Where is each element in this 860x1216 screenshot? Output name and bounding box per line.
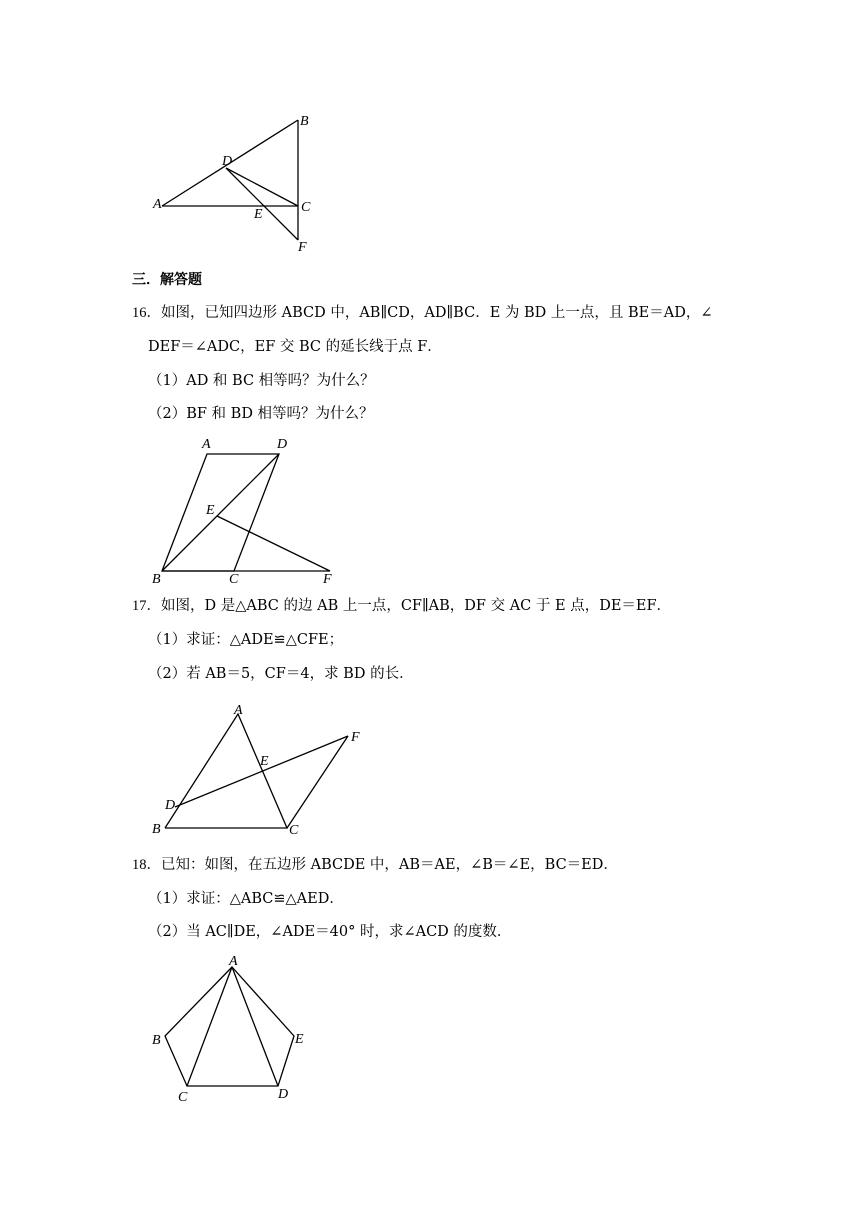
label-C: C bbox=[178, 1090, 188, 1105]
problem-17-line-1 bbox=[132, 596, 671, 616]
label-D: D bbox=[278, 1087, 289, 1102]
label-C: C bbox=[289, 823, 299, 838]
problem-17-question-1: （1）求证：△ADE≌△CFE； bbox=[148, 632, 344, 648]
label-C: C bbox=[301, 200, 311, 215]
problem-18-text-1: 已知：如图，在五边形 ABCDE 中，AB＝AE，∠B＝∠E，BC＝ED． bbox=[161, 857, 618, 873]
label-D: D bbox=[165, 798, 176, 813]
label-A: A bbox=[153, 197, 162, 212]
segment-EF bbox=[217, 516, 330, 571]
label-A: A bbox=[229, 954, 238, 969]
problem-18-question-2: （2）当 AC∥DE，∠ADE＝40° 时，求∠ACD 的度数． bbox=[148, 924, 512, 940]
problem-16-question-1: （1）AD 和 BC 相等吗？为什么？ bbox=[148, 373, 375, 389]
problem-17-text-1: 如图，D 是△ABC 的边 AB 上一点，CF∥AB，DF 交 AC 于 E 点，DE＝EF． bbox=[161, 598, 672, 614]
problem-16-text-1: 如图，已知四边形 ABCD 中，AB∥CD，AD∥BC．E 为 BD 上一点，且 BE＝AD，∠ bbox=[161, 305, 713, 321]
segment-AC bbox=[187, 967, 232, 1086]
label-B: B bbox=[152, 572, 161, 587]
segment-DF bbox=[226, 168, 298, 240]
figure-16-parallelogram-diagram bbox=[145, 430, 355, 590]
pentagon-ABCDE bbox=[165, 967, 294, 1086]
label-F: F bbox=[323, 572, 332, 587]
problem-17-number: 17． bbox=[132, 598, 161, 614]
label-A: A bbox=[202, 437, 211, 452]
problem-16-line-2: DEF＝∠ADC，EF 交 BC 的延长线于点 F． bbox=[148, 339, 442, 355]
label-E: E bbox=[206, 503, 215, 518]
problem-18-line-1 bbox=[132, 855, 618, 875]
section-title: 三．解答题 bbox=[132, 272, 202, 288]
figure-15-triangle-diagram bbox=[140, 105, 340, 265]
problem-16-question-2: （2）BF 和 BD 相等吗？为什么？ bbox=[148, 406, 374, 422]
figure-17-triangle-diagram bbox=[145, 700, 375, 840]
label-B: B bbox=[152, 822, 161, 837]
label-D: D bbox=[222, 154, 233, 169]
problem-18-number: 18． bbox=[132, 857, 161, 873]
label-D: D bbox=[277, 437, 288, 452]
label-C: C bbox=[229, 572, 239, 587]
problem-16-line-1 bbox=[132, 303, 712, 323]
segment-AD bbox=[232, 967, 278, 1086]
figure-18-pentagon-diagram bbox=[145, 950, 325, 1110]
label-B: B bbox=[300, 114, 309, 129]
label-E: E bbox=[295, 1032, 304, 1047]
label-F: F bbox=[298, 240, 307, 255]
label-E: E bbox=[254, 207, 263, 222]
segment-BD bbox=[162, 454, 279, 571]
label-A: A bbox=[234, 703, 243, 718]
label-B: B bbox=[152, 1033, 161, 1048]
segment-CF bbox=[287, 736, 348, 828]
problem-17-question-2: （2）若 AB＝5，CF＝4，求 BD 的长． bbox=[148, 666, 414, 682]
segment-DC bbox=[226, 168, 298, 206]
problem-18-question-1: （1）求证：△ABC≌△AED． bbox=[148, 891, 344, 907]
triangle-ABC bbox=[165, 714, 287, 828]
label-F: F bbox=[351, 730, 360, 745]
label-E: E bbox=[260, 754, 269, 769]
problem-16-number: 16． bbox=[132, 305, 161, 321]
